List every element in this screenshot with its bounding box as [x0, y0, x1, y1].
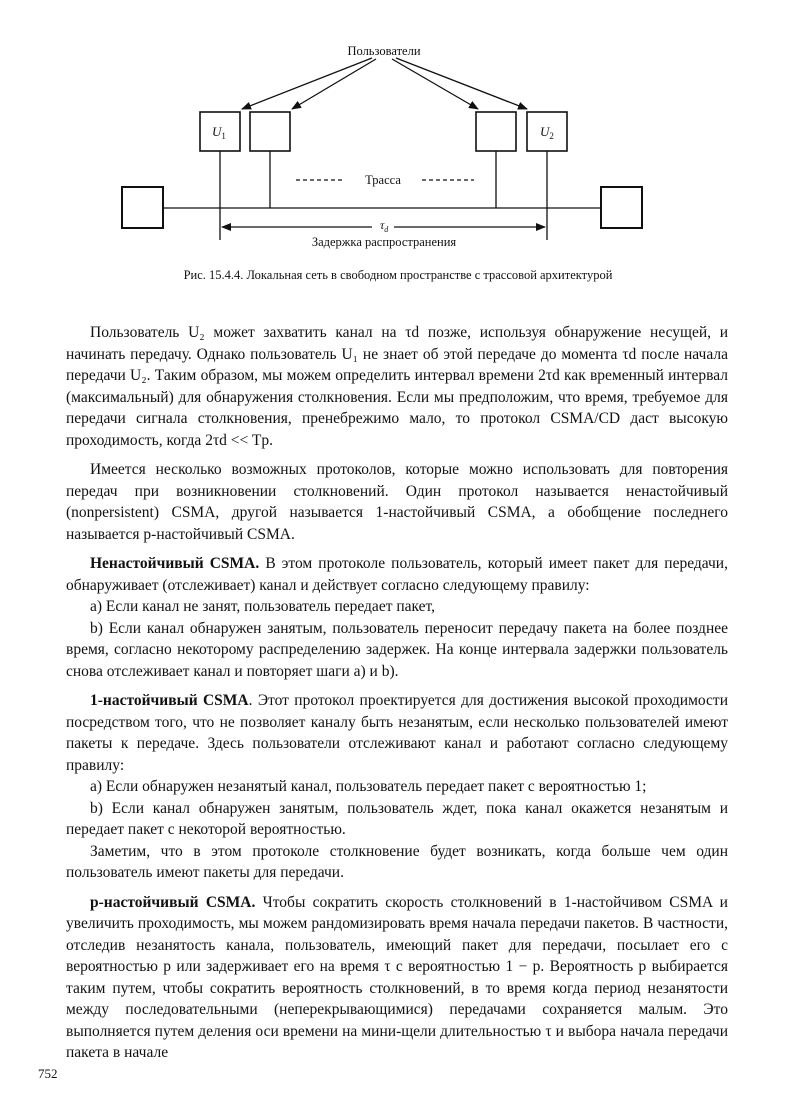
paragraph-6: p-настойчивый CSMA. Чтобы сократить скорость столкновений в 1-настойчивом CSMA и увеличить проходимость, мы можем рандомизировать время начала передачи пакетов. В частности, отследив незанятость канала, пользователь, имеющий пакет для передачи, посылает его с вероятностью p или задерживает его на время τ с вероятностью 1 − p. Вероятность p выбирается таким путем, чтобы сократить вероятность столкновений, в то время когда период незанятости между последовательными (неперекрывающимися) передачами сохраняется малым. Это выполняется путем деления оси времени на мини-щели длительностью τ и выбора начала передачи пакета в начале — [66, 893, 728, 1061]
station-2 — [250, 112, 290, 151]
section-title-1-persistent: 1-настойчивый CSMA — [90, 692, 249, 709]
rule-a-nonpersistent: а) Если канал не занят, пользователь передает пакет, — [90, 598, 436, 615]
section-title-nonpersistent: Ненастойчивый CSMA. — [90, 555, 260, 572]
arrow-to-station-3 — [392, 59, 478, 109]
figure-caption: Рис. 15.4.4. Локальная сеть в свободном пространстве с трассовой архитектурой — [183, 268, 613, 282]
rule-b-nonpersistent: b) Если канал обнаружен занятым, пользователь переносит передачу пакета на более позднее время, согласно некоторому распределению задержек. На конце интервала задержки пользователь снова отслеживает канал и повторяет шаги а) и b). — [66, 619, 728, 680]
body-text — [66, 322, 728, 1072]
arrow-to-u2 — [396, 58, 527, 109]
rule-b-1-persistent: b) Если канал обнаружен занятым, пользователь ждет, пока канал окажется незанятым и передает пакет с некоторой вероятностью. — [66, 799, 728, 838]
u2-label: $U_2$ — [540, 124, 554, 141]
tau-label: $\tau_d$ — [380, 218, 389, 234]
users-label: Пользователи — [347, 44, 421, 58]
delay-label: Задержка распространения — [311, 235, 457, 249]
left-terminal — [122, 187, 163, 228]
paragraph-4: 1-настойчивый CSMA. Этот протокол проектируется для достижения высокой проходимости посредством того, что не позволяет каналу быть незанятым, если несколько пользователей имеют пакеты к передаче. Здесь пользователи отслеживают канал и работают согласно следующему правилу: — [66, 692, 728, 774]
station-3 — [476, 112, 516, 151]
section-title-p-persistent: p-настойчивый CSMA. — [90, 893, 256, 911]
paragraph-2: Имеется несколько возможных протоколов, которые можно использовать для повторения передач при возникновении столкновений. Один протокол называется ненастойчивый (nonpersistent) CSMA, другой называется 1-настойчивый CSMA, а обобщение последнего называется p-настойчивый CSMA. — [66, 461, 728, 543]
paragraph-5: Заметим, что в этом протоколе столкновение будет возникать, когда больше чем один пользователь имеют пакеты для передачи. — [66, 842, 728, 881]
paragraph-1: Пользователь U₂ может захватить канал на τd позже, используя обнаружение несущей, и начинать передачу. Однако пользователь U₁ не знает об этой передаче до момента τd после начала передачи U₂. Таким образом, мы можем определить интервал времени 2τd как временный интервал (максимальный) для обнаружения столкновения. Если мы предположим, что время, требуемое для передачи сигнала столкновения, пренебрежимо мало, то протокол CSMA/CD даст высокую проходимость, когда 2τd << Tp. — [66, 324, 728, 449]
bus-label: Трасса — [365, 173, 401, 187]
page-number: 752 — [38, 1066, 58, 1081]
paragraph-3: Ненастойчивый CSMA. В этом протоколе пользователь, который имеет пакет для передачи, обнаруживает (отслеживает) канал и действует согласно следующему правилу: — [66, 555, 728, 594]
arrow-to-u1 — [242, 58, 372, 109]
right-terminal — [601, 187, 642, 228]
rule-a-1-persistent: а) Если обнаружен незанятый канал, пользователь передает пакет с вероятностью 1; — [90, 778, 647, 795]
network-bus-diagram — [0, 0, 796, 262]
u1-label: $U_1$ — [212, 124, 226, 141]
